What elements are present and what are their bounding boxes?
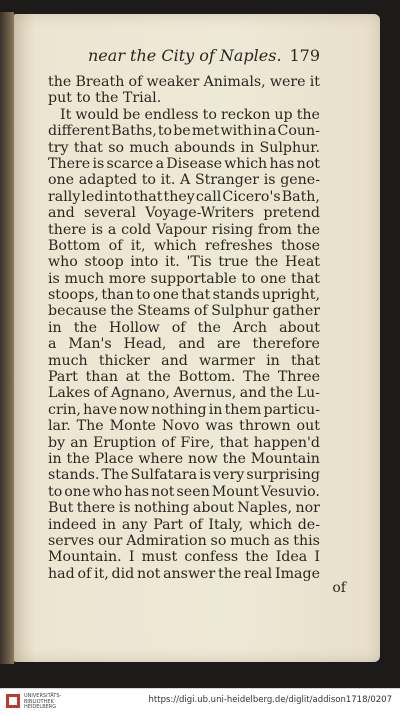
text-line: to one who has not seen Mount Vesuvio. [48, 483, 320, 500]
text-line: Part than at the Bottom. The Three [48, 369, 320, 386]
text-line: try that so much abounds in Sulphur. [48, 139, 320, 156]
text-line: There is scarce a Disease which has not [48, 155, 320, 172]
text-line: serves our Admiration so much as this [48, 532, 320, 549]
body-text [48, 74, 320, 582]
viewer-footer [0, 688, 400, 715]
book-spine-edge [0, 12, 14, 664]
text-line: It would be endless to reckon up the [60, 106, 320, 123]
page-number: 179 [289, 46, 320, 65]
running-header [88, 46, 320, 65]
text-line: Mountain. I must confess the Idea I [48, 549, 320, 566]
library-logo-icon [6, 694, 20, 708]
text-line: there is a cold Vapour rising from the [48, 221, 320, 238]
text-line: had of it, did not answer the real Image [48, 565, 320, 582]
library-logo[interactable] [6, 693, 66, 711]
text-line: and several Voyage-Writers pretend [48, 205, 320, 222]
text-line: because the Steams of Sulphur gather [48, 303, 320, 320]
text-line: crin, have now nothing in them particu- [48, 401, 320, 418]
text-line: rally led into that they call Cicero's Bath, [48, 188, 320, 205]
running-title: near the City of Naples. [88, 46, 282, 65]
text-line: by an Eruption of Fire, that happen'd [48, 434, 320, 451]
text-line: in the Hollow of the Arch about [48, 319, 320, 336]
text-line: lar. The Monte Novo was thrown out [48, 418, 320, 435]
text-line: in the Place where now the Mountain [48, 450, 320, 467]
text-line: much thicker and warmer in that [48, 352, 320, 369]
text-line: who stoop into it. 'Tis true the Heat [48, 254, 320, 271]
text-line: one adapted to it. A Stranger is gene- [48, 172, 320, 189]
catchword: of [332, 580, 346, 596]
text-line: Lakes of Agnano, Avernus, and the Lu- [48, 385, 320, 402]
text-line: a Man's Head, and are therefore [48, 336, 320, 353]
text-line: Bottom of it, which refreshes those [48, 237, 320, 254]
text-line: stoops, than to one that stands upright, [48, 287, 320, 304]
library-name: UNIVERSITÄTS-BIBLIOTHEK HEIDELBERG [24, 693, 62, 710]
text-line: stands. The Sulfatara is very surprising [48, 467, 320, 484]
text-line: is much more supportable to one that [48, 270, 320, 287]
text-line: different Baths, to be met with in a Coun- [48, 123, 320, 140]
source-url-link[interactable]: https://digi.ub.uni-heidelberg.de/diglit/addison1718/0207 [148, 695, 392, 705]
text-line: But there is nothing about Naples, nor [48, 500, 320, 517]
text-line: put to the Trial. [48, 90, 162, 107]
text-line: indeed in any Part of Italy, which de- [48, 516, 320, 533]
text-line: the Breath of weaker Animals, were it [48, 74, 320, 90]
